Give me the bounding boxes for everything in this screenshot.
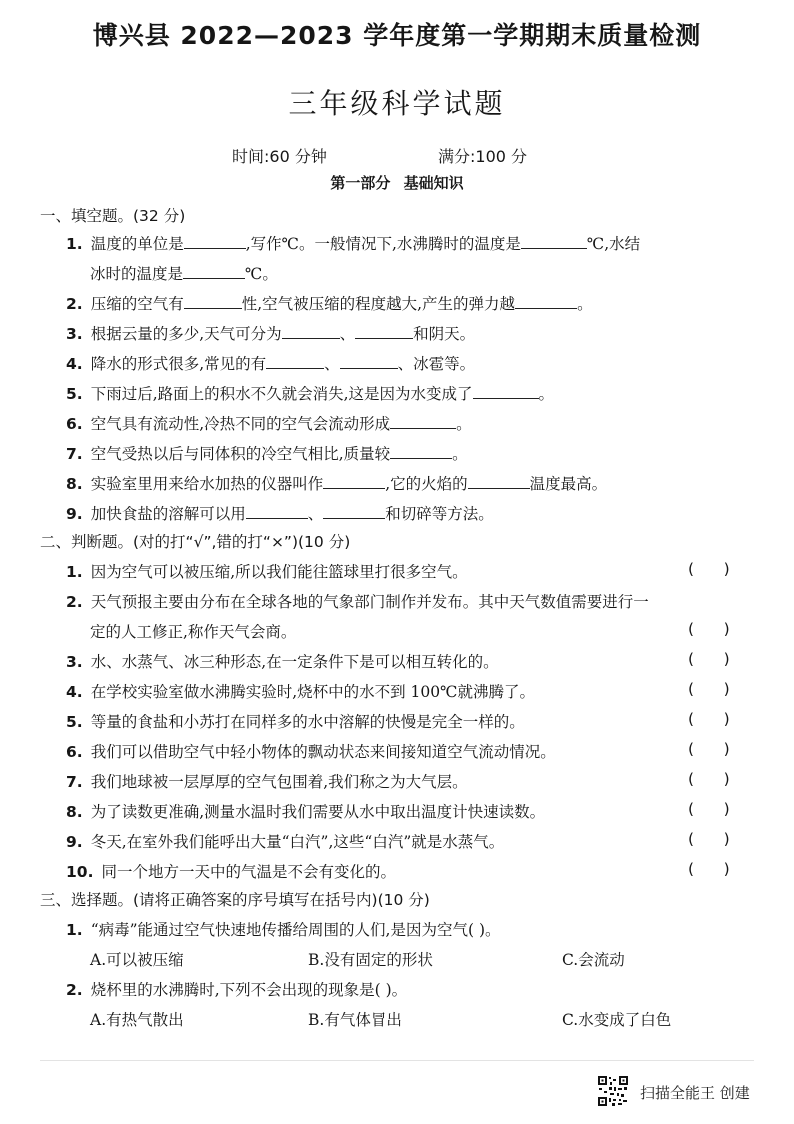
judge-heading: 二、判断题。(对的打“√”,错的打“×”)(10 分) bbox=[40, 533, 351, 551]
footer-divider bbox=[40, 1060, 754, 1061]
choice-heading: 三、选择题。(请将正确答案的序号填写在括号内)(10 分) bbox=[40, 891, 430, 909]
fill-q3: 3. 根据云量的多少,天气可分为 、 和阴天。 bbox=[66, 325, 476, 343]
exam-time: 时间:60 分钟 bbox=[232, 147, 327, 166]
blank[interactable] bbox=[515, 294, 577, 309]
choice-q2: 2. 烧杯里的水沸腾时,下列不会出现的现象是( )。 bbox=[66, 981, 408, 999]
fill-q2: 2. 压缩的空气有 性,空气被压缩的程度越大,产生的弹力越 。 bbox=[66, 295, 593, 313]
blank[interactable] bbox=[266, 354, 324, 369]
fill-q8: 8. 实验室里用来给水加热的仪器叫作 ,它的火焰的 温度最高。 bbox=[66, 475, 608, 493]
fill-q1-cont: 冰时的温度是 ℃。 bbox=[90, 265, 278, 283]
blank[interactable] bbox=[323, 504, 385, 519]
judge-q5: 5. 等量的食盐和小苏打在同样多的水中溶解的快慢是完全一样的。 bbox=[66, 713, 525, 731]
choice-q2-option-b[interactable]: B.有气体冒出 bbox=[308, 1011, 402, 1029]
blank[interactable] bbox=[521, 234, 587, 249]
choice-q2-option-c[interactable]: C.水变成了白色 bbox=[562, 1011, 672, 1029]
choice-q1-option-b[interactable]: B.没有固定的形状 bbox=[308, 951, 433, 969]
answer-paren[interactable]: ( ) bbox=[688, 620, 730, 638]
blank[interactable] bbox=[355, 324, 413, 339]
choice-q1-option-c[interactable]: C.会流动 bbox=[562, 951, 625, 969]
answer-paren[interactable]: ( ) bbox=[688, 560, 730, 578]
answer-paren[interactable]: ( ) bbox=[688, 650, 730, 668]
fill-q9: 9. 加快食盐的溶解可以用 、 和切碎等方法。 bbox=[66, 505, 494, 523]
exam-title: 博兴县 2022—2023 学年度第一学期期末质量检测 bbox=[92, 21, 702, 50]
judge-q9: 9. 冬天,在室外我们能呼出大量“白汽”,这些“白汽”就是水蒸气。 bbox=[66, 833, 505, 851]
fill-q4: 4. 降水的形式很多,常见的有 、 、冰雹等。 bbox=[66, 355, 476, 373]
answer-paren[interactable]: ( ) bbox=[688, 830, 730, 848]
judge-q1: 1. 因为空气可以被压缩,所以我们能往篮球里打很多空气。 bbox=[66, 563, 468, 581]
blank[interactable] bbox=[184, 234, 246, 249]
exam-score: 满分:100 分 bbox=[438, 147, 528, 166]
choice-q1-option-a[interactable]: A.可以被压缩 bbox=[90, 951, 184, 969]
judge-q4: 4. 在学校实验室做水沸腾实验时,烧杯中的水不到 100℃就沸腾了。 bbox=[66, 683, 535, 701]
judge-q10: 10. 同一个地方一天中的气温是不会有变化的。 bbox=[66, 863, 396, 881]
judge-q2-cont: 定的人工修正,称作天气会商。 bbox=[90, 623, 297, 641]
answer-paren[interactable]: ( ) bbox=[688, 740, 730, 758]
exam-subtitle: 三年级科学试题 bbox=[288, 87, 506, 120]
blank[interactable] bbox=[473, 384, 539, 399]
fill-q5: 5. 下雨过后,路面上的积水不久就会消失,这是因为水变成了 。 bbox=[66, 385, 555, 403]
blank[interactable] bbox=[340, 354, 398, 369]
blank[interactable] bbox=[390, 444, 452, 459]
judge-q2: 2. 天气预报主要由分布在全球各地的气象部门制作并发布。其中天气数值需要进行一 bbox=[66, 593, 649, 611]
choice-q1: 1. “病毒”能通过空气快速地传播给周围的人们,是因为空气( )。 bbox=[66, 921, 501, 939]
answer-paren[interactable]: ( ) bbox=[688, 770, 730, 788]
blank[interactable] bbox=[282, 324, 340, 339]
choice-q2-option-a[interactable]: A.有热气散出 bbox=[90, 1011, 184, 1029]
scanner-brand: 扫描全能王 创建 bbox=[640, 1084, 750, 1102]
judge-q3: 3. 水、水蒸气、冰三种形态,在一定条件下是可以相互转化的。 bbox=[66, 653, 499, 671]
fill-q6: 6. 空气具有流动性,冷热不同的空气会流动形成 。 bbox=[66, 415, 472, 433]
fill-q7: 7. 空气受热以后与同体积的冷空气相比,质量较 。 bbox=[66, 445, 468, 463]
answer-paren[interactable]: ( ) bbox=[688, 800, 730, 818]
fill-heading: 一、填空题。(32 分) bbox=[40, 207, 186, 225]
qr-code-icon bbox=[597, 1075, 629, 1107]
blank[interactable] bbox=[468, 474, 530, 489]
answer-paren[interactable]: ( ) bbox=[688, 710, 730, 728]
answer-paren[interactable]: ( ) bbox=[688, 680, 730, 698]
blank[interactable] bbox=[183, 264, 245, 279]
judge-q6: 6. 我们可以借助空气中轻小物体的飘动状态来间接知道空气流动情况。 bbox=[66, 743, 556, 761]
blank[interactable] bbox=[390, 414, 456, 429]
blank[interactable] bbox=[323, 474, 385, 489]
blank[interactable] bbox=[184, 294, 242, 309]
blank[interactable] bbox=[246, 504, 308, 519]
fill-q1: 1. 温度的单位是 ,写作℃。一般情况下,水沸腾时的温度是 ℃,水结 bbox=[66, 235, 641, 253]
part-heading: 第一部分 基础知识 bbox=[330, 174, 464, 192]
judge-q7: 7. 我们地球被一层厚厚的空气包围着,我们称之为大气层。 bbox=[66, 773, 468, 791]
judge-q8: 8. 为了读数更准确,测量水温时我们需要从水中取出温度计快速读数。 bbox=[66, 803, 546, 821]
answer-paren[interactable]: ( ) bbox=[688, 860, 730, 878]
